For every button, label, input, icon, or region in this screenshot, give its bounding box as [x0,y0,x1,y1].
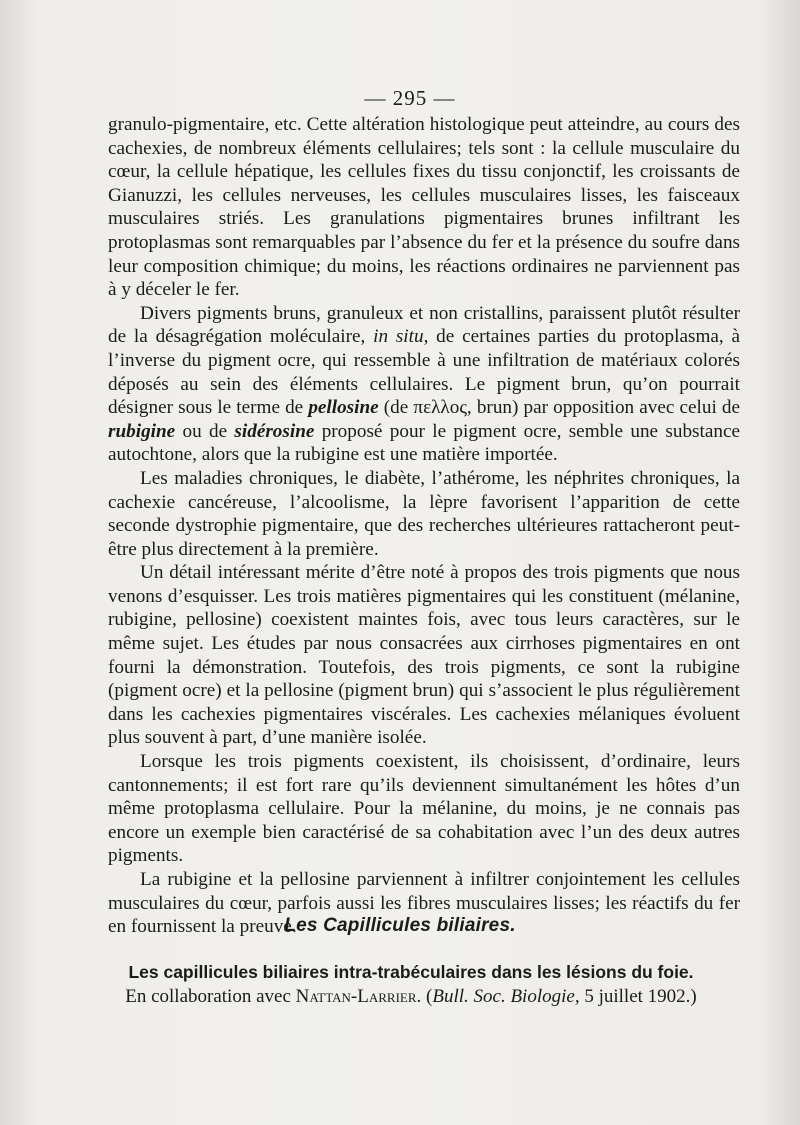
pellosine-term: pellosine [308,397,379,419]
paragraph-2-part-i: proposé pour le pigment ocre, semble une substance autochtone, alors que la rubigine est une matière importée. [108,420,740,466]
entry-reference [0,986,800,1008]
paragraph-1: granulo-pigmentaire, etc. Cette altération histologique peut atteindre, au cours des cachexies, de nombreux éléments cellulaires; tels sont : la cellule musculaire du cœur, la cellule hépatique, les cellules fixes du tissu conjonctif, les croissants de Gianuzzi, les cellules nerveuses, les cellules musculaires lisses, les faisceaux musculaires striés. Les granulations pigmentaires brunes infiltrant les protoplasmas sont remarquables par l’absence du fer et la présence du soufre dans leur composition chimique; du moins, les réactions ordinaires ne parviennent pas à y déceler le fer. [108,114,740,301]
paragraph-4: Un détail intéressant mérite d’être noté à propos des trois pigments que nous venons d’esquisser. Les trois matières pigmentaires qui les constituent (mélanine, rubigine, pellosine) coexistent maintes fois, avec tous leurs caractères, sur le même sujet. Les études par nous consacrées aux cirrhoses pigmentaires en ont fourni la démonstration. Toutefois, des trois pigments, ce sont la rubigine (pigment ocre) et la pellosine (pigment brun) qui s’associent le plus régulièrement dans les cachexies pigmentaires viscérales. Les cachexies mélaniques évoluent plus souvent à part, d’une manière isolée. [108,562,740,749]
section-title: Les Capillicules biliaires. [284,915,516,936]
in-situ-term: in situ [373,326,424,348]
paragraph-2-part-c: , de certaines parties du protoplasma, à l’inverse du pigment ocre, qui ressemble à une infiltration de matériaux colorés déposés au sein des éléments cellulaires. Le pigment brun, qu’on pourrait désigner sous le terme de [108,326,740,419]
paragraph-6: La rubigine et la pellosine parviennent à infiltrer conjointement les cellules musculaires du cœur, parfois aussi les fibres musculaires lisses; les réactifs du fer en fournissent la preuve. [108,869,740,938]
siderosine-term: sidérosine [234,420,315,442]
collaborator-name: Nattan-Larrier. [295,986,422,1007]
entry-title: Les capillicules biliaires intra-trabéculaires dans les lésions du foie. [128,962,694,982]
ref-open-paren: ( [426,986,433,1007]
paragraph-2-part-e: (de πελλος, brun) par opposition avec celui de [383,397,741,419]
paragraph-2-part-g: ou de [182,420,228,442]
body-text [108,113,740,939]
page-number: — 295 — [364,86,456,110]
paragraph-2 [108,302,740,467]
journal-name: Bull. Soc. Biologie, [432,986,580,1007]
ref-prefix: En collaboration avec [125,986,291,1007]
rubigine-term: rubigine [108,420,176,442]
paragraph-2-part-a: Divers pigments bruns, granuleux et non cristallins, paraissent plutôt résulter de la désagrégation moléculaire, [108,302,740,348]
publication-date: 5 juillet 1902.) [584,986,697,1007]
paragraph-3: Les maladies chroniques, le diabète, l’athérome, les néphrites chroniques, la cachexie cancéreuse, l’alcoolisme, la lèpre favorisent l’apparition de cette seconde dystrophie pigmentaire, que des recherches ultérieures rattacheront peut-être plus directement à la première. [108,467,740,560]
paragraph-5: Lorsque les trois pigments coexistent, ils choisissent, d’ordinaire, leurs cantonnements; il est fort rare qu’ils deviennent simultanément les hôtes d’un même protoplasma cellulaire. Pour la mélanine, du moins, je ne connais pas encore un exemple bien caractérisé de sa cohabitation avec l’un des deux autres pigments. [108,751,740,867]
